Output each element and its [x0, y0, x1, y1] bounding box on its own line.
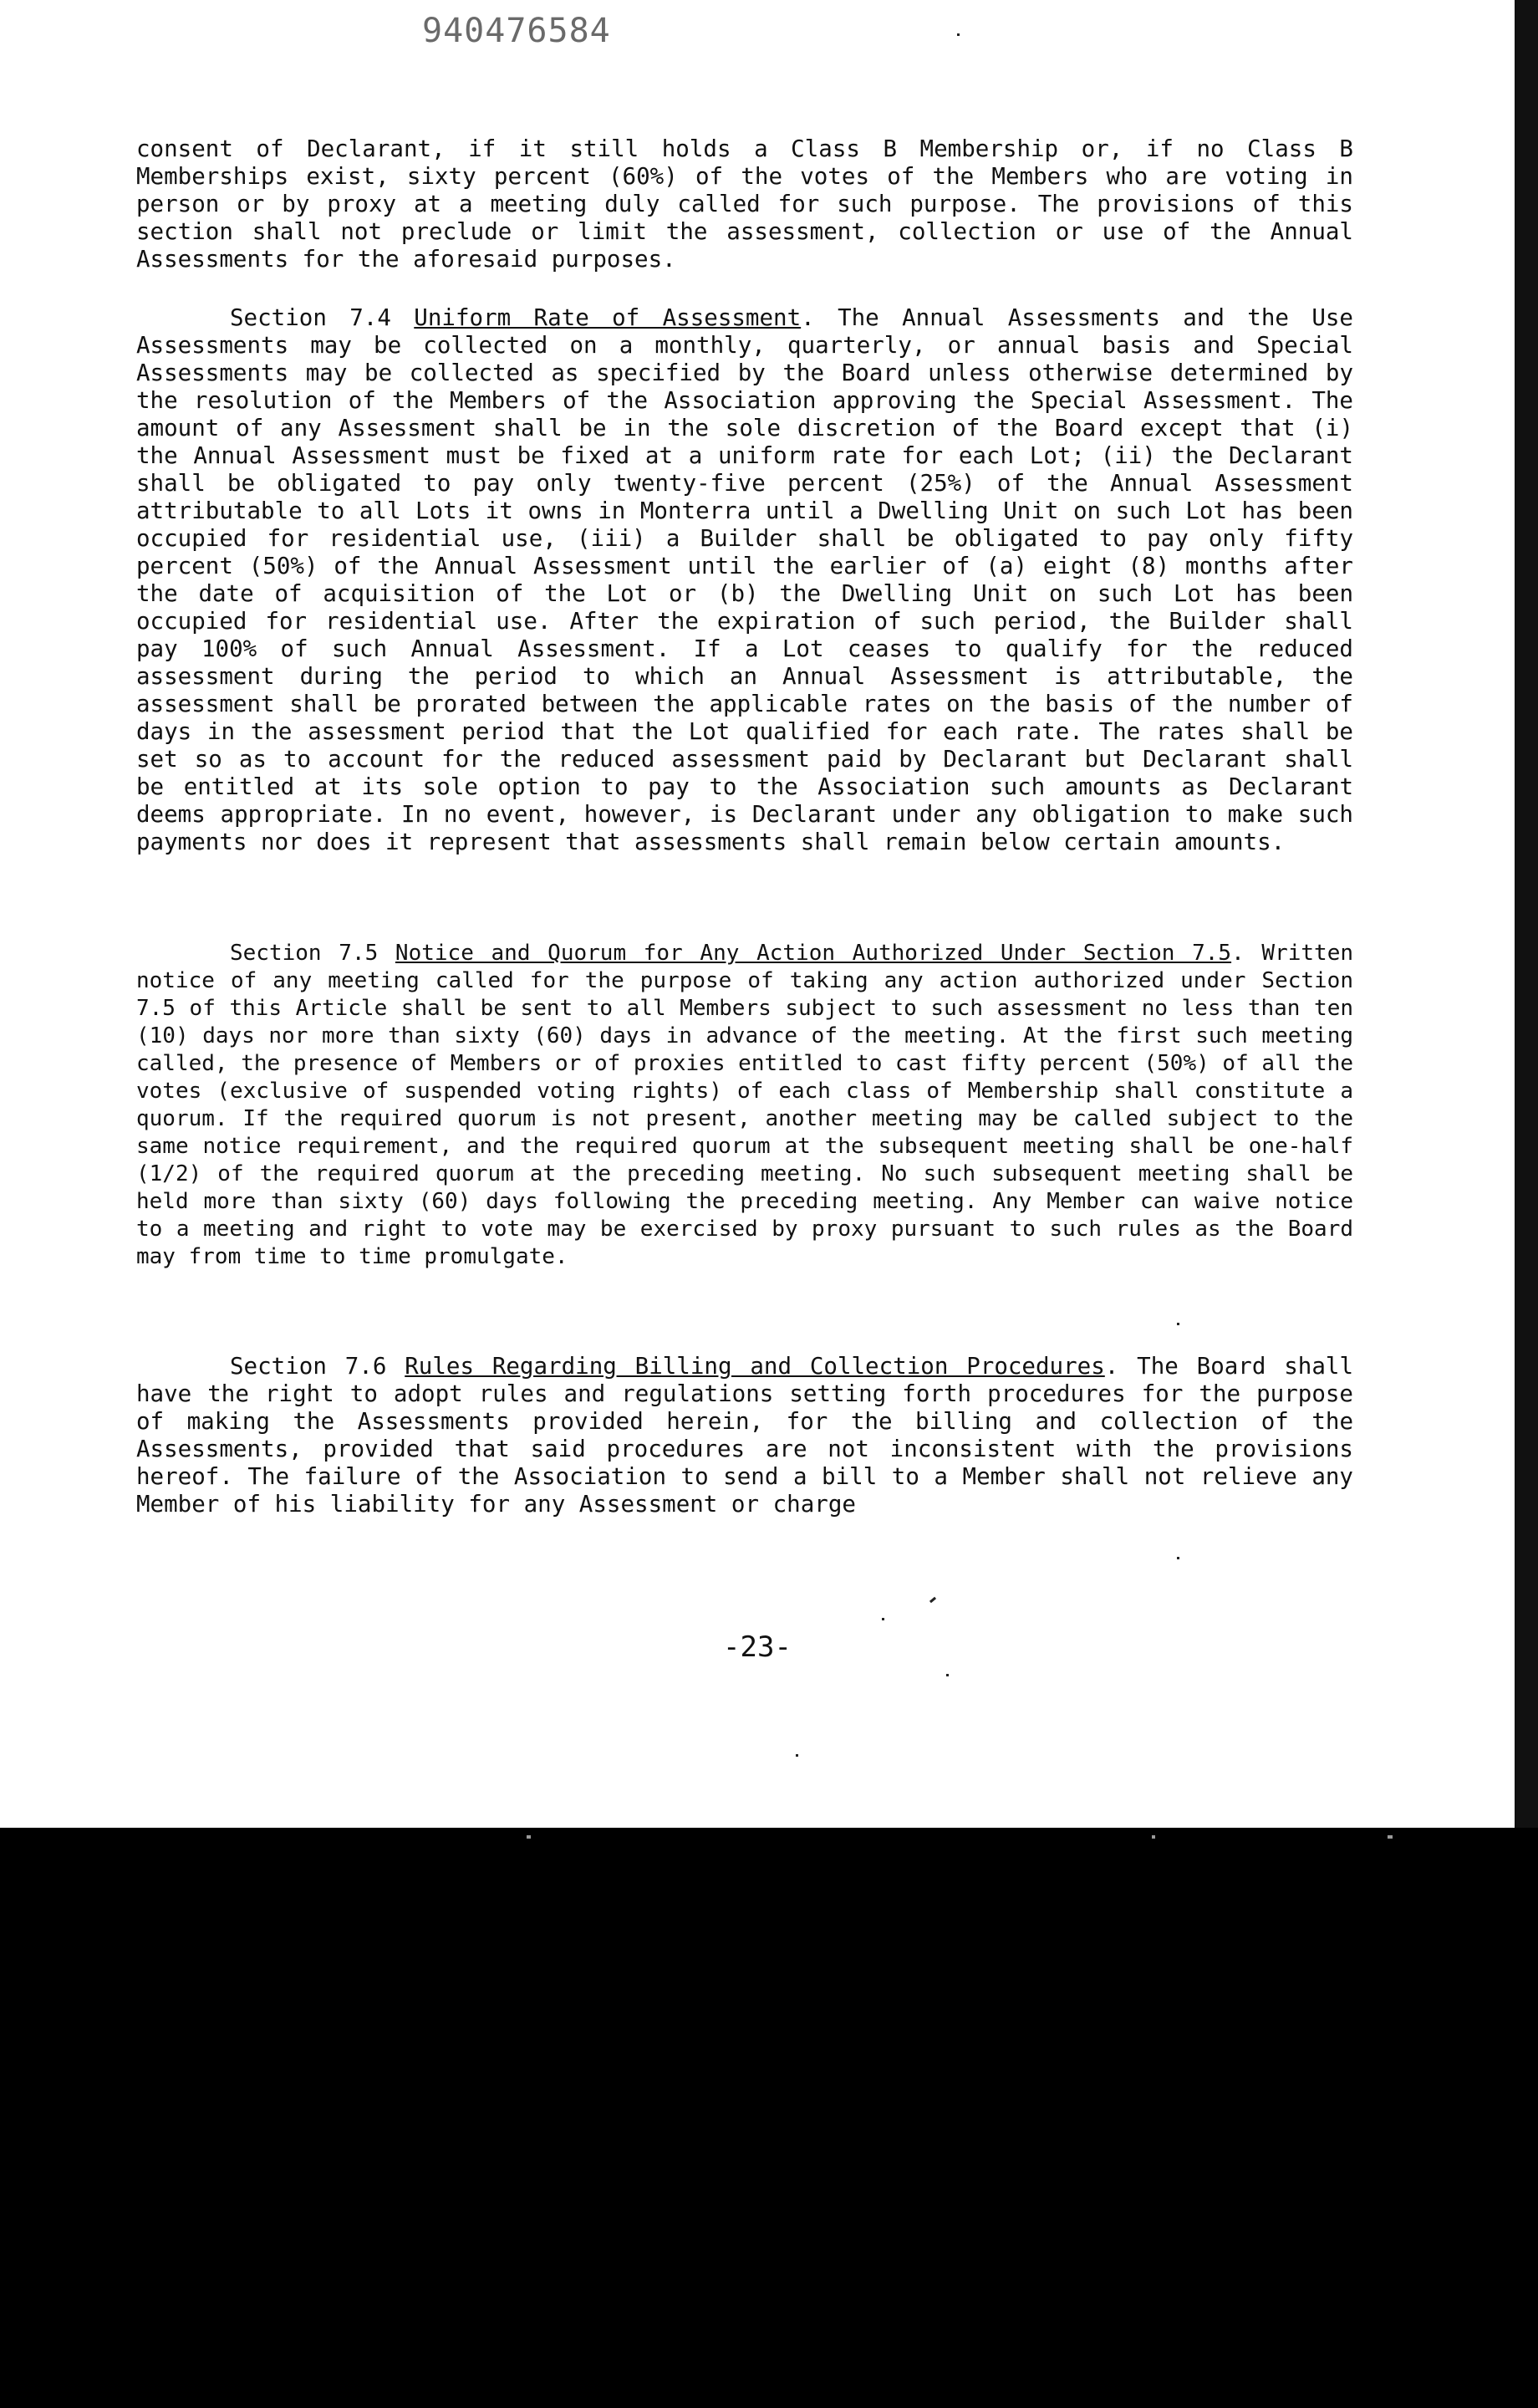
section-7-5-body: . Written notice of any meeting called for the purpose of taking any action authorized under Section 7.5 of this Article shall be sent to all Members subject to such assessment no less than ten (10) days nor more than sixty (60) days in advance of the meeting. At the first such meeting called, the presence of Members or of proxies entitled to cast fifty percent (50%) of all the votes (exclusive of suspended voting rights) of each class of Membership shall constitute a quorum. If the required quorum is not present, another meeting may be called subject to the same notice requirement, and the required quorum at the subsequent meeting shall be one-half (1/2) of the required quorum at the preceding meeting. No such subsequent meeting shall be held more than sixty (60) days following the preceding meeting. Any Member can waive notice to a meeting and right to vote may be exercised by proxy pursuant to such rules as the Board may from time to time promulgate. [136, 941, 1354, 1269]
section-7-4-number: Section 7.4 [230, 304, 391, 331]
section-7-6-title: Rules Regarding Billing and Collection Procedures [405, 1353, 1105, 1380]
section-7-6 [136, 1353, 1353, 1518]
section-7-5-number: Section 7.5 [230, 941, 379, 966]
page-number: -23- [723, 1630, 792, 1664]
continuation-paragraph: consent of Declarant, if it still holds a Class B Membership or, if no Class B Memberships exist, sixty percent (60%) of the votes of the Members who are voting in person or by proxy at a meeting duly called for such purpose. The provisions of this section shall not preclude or limit the assessment, collection or use of the Annual Assessments for the aforesaid purposes. [136, 135, 1353, 273]
document-id-stamp: 940476584 [422, 12, 611, 50]
scan-speck [796, 1754, 798, 1757]
section-7-4-body: . The Annual Assessments and the Use Assessments may be collected on a monthly, quarterly, or annual basis and Special Assessments may be collected as specified by the Board unless otherwise determined by the resolution of the Members of the Association approving the Special Assessment. The amount of any Assessment shall be in the sole discretion of the Board except that (i) the Annual Assessment must be fixed at a uniform rate for each Lot; (ii) the Declarant shall be obligated to pay only twenty-five percent (25%) of the Annual Assessment attributable to all Lots it owns in Monterra until a Dwelling Unit on such Lot has been occupied for residential use, (iii) a Builder shall be obligated to pay only fifty percent (50%) of the Annual Assessment until the earlier of (a) eight (8) months after the date of acquisition of the Lot or (b) the Dwelling Unit on such Lot has been occupied for residential use. After the expiration of such period, the Builder shall pay 100% of such Annual Assessment. If a Lot ceases to qualify for the reduced assessment during the period to which an Annual Assessment is attributable, the assessment shall be prorated between the applicable rates on the basis of the number of days in the assessment period that the Lot qualified for each rate. The rates shall be set so as to account for the reduced assessment paid by Declarant but Declarant shall be entitled at its sole option to pay to the Association such amounts as Declarant deems appropriate. In no event, however, is Declarant under any obligation to make such payments nor does it represent that assessments shall remain below certain amounts. [136, 304, 1353, 855]
scan-speck [946, 1674, 949, 1676]
section-7-4 [136, 304, 1353, 856]
scan-edge-mark [1388, 1835, 1393, 1839]
section-7-6-paragraph [136, 1353, 1353, 1518]
scan-speck [882, 1618, 884, 1620]
scan-speck [1177, 1557, 1179, 1559]
section-7-5-title: Notice and Quorum for Any Action Authorized Under Section 7.5 [395, 941, 1232, 966]
scan-edge-mark [527, 1835, 531, 1839]
section-7-6-number: Section 7.6 [230, 1353, 387, 1380]
scan-speck [1177, 1323, 1179, 1325]
scan-speck [929, 1597, 936, 1603]
section-7-4-title: Uniform Rate of Assessment [414, 304, 802, 331]
section-7-5 [136, 940, 1353, 1271]
scan-edge-mark [1152, 1835, 1155, 1839]
scan-right-edge [1515, 0, 1538, 1828]
section-7-4-paragraph [136, 304, 1353, 856]
section-7-5-paragraph [136, 940, 1353, 1271]
section-7-6-body: . The Board shall have the right to adopt rules and regulations setting forth procedures for the purpose of making the Assessments provided herein, for the billing and collection of the Assessments, provided that said procedures are not inconsistent with the provisions hereof. The failure of the Association to send a bill to a Member shall not relieve any Member of his liability for any Assessment or charge [136, 1353, 1354, 1518]
scan-speck [957, 33, 960, 36]
continuation-block [136, 135, 1353, 273]
